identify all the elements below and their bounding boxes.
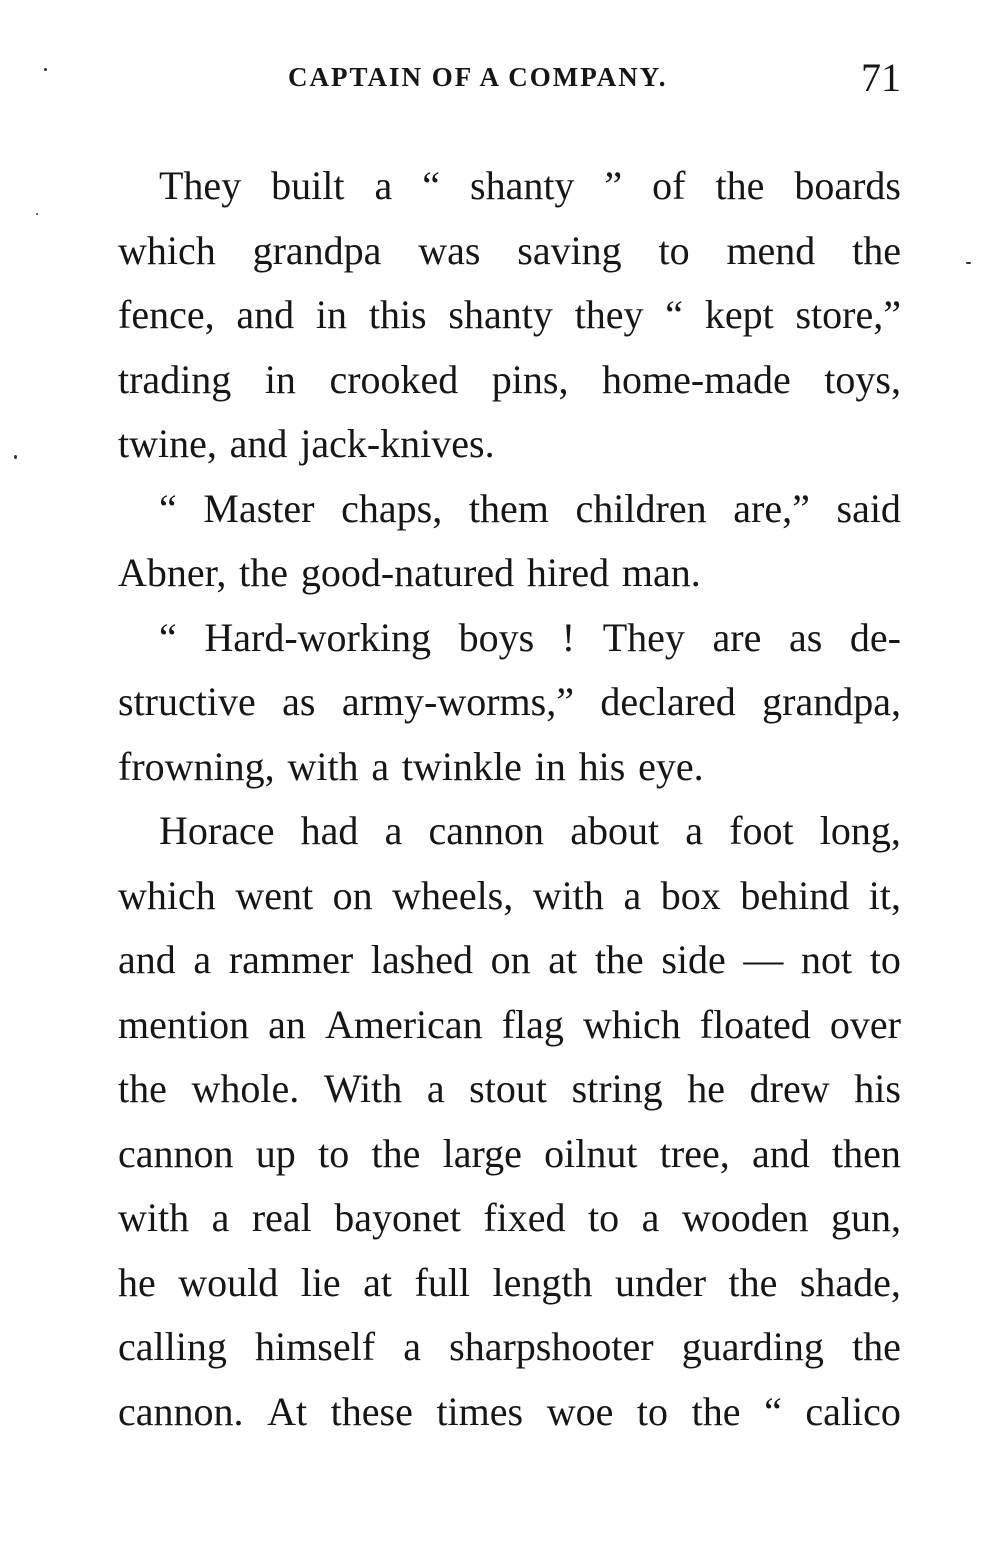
- word: wooden: [681, 1195, 809, 1240]
- word: gun,: [830, 1195, 901, 1240]
- word: They: [159, 163, 242, 208]
- word: had: [300, 808, 359, 853]
- word: these: [330, 1388, 413, 1434]
- word: structive: [118, 679, 256, 724]
- word: pins,: [491, 356, 569, 402]
- word: twine,: [118, 421, 217, 466]
- word: lashed: [370, 937, 474, 982]
- word: calling: [118, 1324, 227, 1369]
- word: shade,: [799, 1259, 901, 1305]
- text-line: [118, 348, 901, 413]
- word: grandpa,: [762, 679, 901, 724]
- word: !: [561, 614, 576, 660]
- word: to: [588, 1195, 620, 1240]
- word: calico: [805, 1388, 901, 1434]
- word: With: [323, 1066, 403, 1111]
- word: box: [660, 872, 721, 918]
- word: and: [752, 1130, 810, 1176]
- word: they: [574, 292, 644, 337]
- word: the: [852, 227, 901, 273]
- word: “: [159, 485, 177, 531]
- word: it,: [868, 872, 901, 918]
- word: the: [594, 937, 644, 982]
- word: a: [426, 1066, 445, 1111]
- word: went: [235, 872, 314, 918]
- text-line: [118, 864, 901, 929]
- text-line: [118, 1122, 901, 1187]
- word: are: [712, 614, 762, 660]
- word: “: [764, 1388, 782, 1434]
- word: flag: [501, 1001, 564, 1047]
- word: drew: [749, 1066, 830, 1111]
- word: American: [324, 1001, 483, 1047]
- word: the: [239, 550, 289, 595]
- word: times: [436, 1388, 524, 1434]
- word: the: [118, 1066, 167, 1111]
- word: declared: [600, 679, 736, 724]
- word: wheels,: [392, 872, 514, 918]
- word: and: [236, 292, 295, 337]
- body-text: [118, 154, 901, 1444]
- word: cannon.: [118, 1388, 244, 1434]
- word: a: [384, 808, 403, 853]
- word: about: [570, 808, 660, 853]
- word: hired: [526, 550, 610, 595]
- word: built: [271, 163, 345, 208]
- word: saving: [517, 227, 622, 273]
- word: trading: [118, 356, 232, 402]
- word: Master: [203, 485, 315, 531]
- word: children: [575, 485, 707, 531]
- text-line: [118, 219, 901, 284]
- word: fixed: [483, 1195, 566, 1240]
- word: over: [829, 1001, 901, 1047]
- word: Abner,: [118, 550, 227, 595]
- word: with: [532, 872, 604, 918]
- word: army-worms,”: [341, 679, 574, 724]
- word: and: [118, 937, 176, 982]
- text-line: [118, 154, 901, 219]
- word: are,”: [733, 485, 810, 531]
- word: on: [332, 872, 373, 918]
- word: mend: [726, 227, 816, 273]
- word: the: [728, 1259, 778, 1305]
- word: real: [251, 1195, 312, 1240]
- word: the: [691, 1388, 741, 1434]
- word: fence,: [118, 292, 215, 337]
- text-line: [118, 606, 901, 671]
- word: a: [371, 743, 390, 789]
- word: “: [159, 614, 177, 660]
- word: eye.: [638, 743, 704, 789]
- word: man.: [621, 550, 701, 595]
- word: cannon: [428, 808, 545, 853]
- word: full: [414, 1259, 471, 1305]
- word: which: [582, 1001, 681, 1047]
- word: foot: [729, 808, 794, 853]
- word: cannon: [118, 1130, 234, 1176]
- word: was: [418, 227, 481, 273]
- word: guarding: [681, 1324, 824, 1369]
- text-line: [118, 1186, 901, 1251]
- word: the: [852, 1324, 901, 1369]
- running-head-title: CAPTAIN OF A COMPANY.: [288, 62, 668, 92]
- text-line: [118, 541, 901, 606]
- word: boards: [794, 163, 901, 208]
- word: he: [118, 1259, 156, 1305]
- word: string: [571, 1066, 663, 1111]
- word: large: [442, 1130, 522, 1176]
- print-speck: [14, 455, 17, 459]
- word: which: [118, 227, 216, 273]
- word: store,”: [795, 292, 901, 337]
- word: “: [422, 163, 441, 208]
- word: rammer: [228, 937, 354, 982]
- text-line: [118, 1057, 901, 1122]
- word: with: [287, 743, 359, 789]
- word: lie: [300, 1259, 341, 1305]
- print-speck: [36, 213, 38, 215]
- word: at: [363, 1259, 393, 1305]
- word: toys,: [824, 356, 901, 402]
- word: crooked: [329, 356, 459, 402]
- word: tree,: [659, 1130, 730, 1176]
- word: at: [548, 937, 578, 982]
- text-line: [118, 735, 901, 800]
- word: not: [801, 937, 853, 982]
- text-line: [118, 412, 901, 477]
- text-line: [118, 928, 901, 993]
- word: of: [652, 163, 686, 208]
- print-speck: [966, 262, 971, 264]
- word: a: [623, 872, 642, 918]
- word: up: [255, 1130, 296, 1176]
- word: his: [578, 743, 626, 789]
- text-line: [118, 477, 901, 542]
- word: to: [318, 1130, 350, 1176]
- word: to: [658, 227, 690, 273]
- word: sharpshooter: [449, 1324, 654, 1369]
- word: himself: [255, 1324, 376, 1369]
- text-line: [118, 799, 901, 864]
- word: a: [193, 937, 212, 982]
- word: boys: [458, 614, 535, 660]
- word: in: [264, 356, 296, 402]
- word: a: [374, 163, 393, 208]
- word: length: [492, 1259, 593, 1305]
- word: on: [490, 937, 531, 982]
- word: as: [788, 614, 823, 660]
- word: under: [614, 1259, 707, 1305]
- word: They: [602, 614, 685, 660]
- word: stout: [469, 1066, 547, 1111]
- word: de-: [849, 614, 901, 660]
- word: ”: [604, 163, 623, 208]
- text-line: [118, 1380, 901, 1445]
- word: them: [468, 485, 549, 531]
- word: “: [665, 292, 684, 337]
- text-line: [118, 1315, 901, 1380]
- word: to: [869, 937, 901, 982]
- word: —: [743, 937, 784, 982]
- running-head: [118, 52, 901, 112]
- word: a: [641, 1195, 660, 1240]
- word: whole.: [191, 1066, 300, 1111]
- word: grandpa: [252, 227, 382, 273]
- word: At: [267, 1388, 308, 1434]
- word: Horace: [159, 808, 275, 853]
- word: good-natured: [300, 550, 515, 595]
- text-line: [118, 993, 901, 1058]
- text-line: [118, 283, 901, 348]
- word: a: [403, 1324, 421, 1369]
- word: this: [368, 292, 427, 337]
- word: bayonet: [334, 1195, 461, 1240]
- word: mention: [118, 1001, 250, 1047]
- word: chaps,: [341, 485, 443, 531]
- word: jack-knives.: [300, 421, 495, 466]
- word: with: [118, 1195, 190, 1240]
- word: said: [836, 485, 901, 531]
- word: floated: [699, 1001, 811, 1047]
- word: side: [661, 937, 726, 982]
- word: in: [534, 743, 566, 789]
- word: the: [371, 1130, 421, 1176]
- word: his: [854, 1066, 901, 1111]
- word: would: [178, 1259, 279, 1305]
- word: kept: [704, 292, 774, 337]
- word: then: [832, 1130, 901, 1176]
- word: oilnut: [544, 1130, 638, 1176]
- word: which: [118, 872, 216, 918]
- word: woe: [546, 1388, 614, 1434]
- word: to: [636, 1388, 669, 1434]
- word: the: [715, 163, 765, 208]
- word: frowning,: [118, 743, 275, 789]
- word: twinkle: [401, 743, 522, 789]
- word: shanty: [470, 163, 575, 208]
- word: behind: [740, 872, 850, 918]
- word: long,: [819, 808, 901, 853]
- text-line: [118, 670, 901, 735]
- text-line: [118, 1251, 901, 1316]
- word: a: [211, 1195, 230, 1240]
- word: Hard-working: [204, 614, 431, 660]
- word: an: [268, 1001, 306, 1047]
- page-number: 71: [861, 55, 901, 100]
- word: he: [687, 1066, 726, 1111]
- word: as: [282, 679, 316, 724]
- print-speck: [44, 68, 47, 71]
- word: a: [685, 808, 704, 853]
- word: home-made: [601, 356, 791, 402]
- word: in: [315, 292, 348, 337]
- word: and: [229, 421, 288, 466]
- word: shanty: [448, 292, 553, 337]
